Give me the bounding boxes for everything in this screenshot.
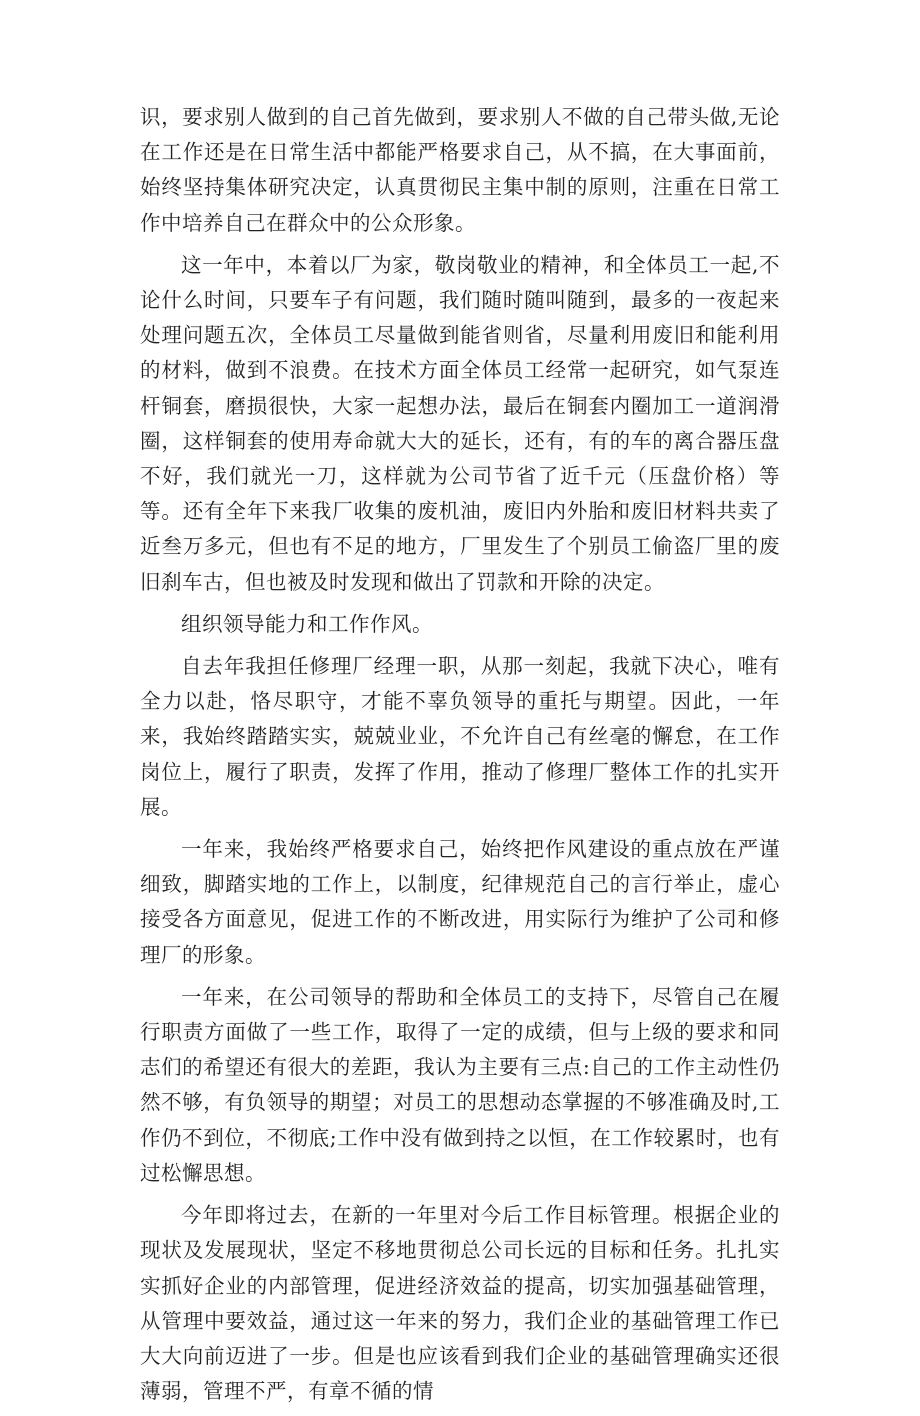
paragraph-continued: 识，要求别人做到的自己首先做到，要求别人不做的自己带头做,无论在工作还是在日常生活中都能严格要求自己，从不搞，在大事面前，始终坚持集体研究决定，认真贯彻民主集中制的原则，注重在日常工作中培养自己在群众中的公众形象。	[140, 105, 780, 235]
section-heading-leadership: 组织领导能力和工作作风。	[181, 611, 433, 636]
paragraph-manager-role: 自去年我担任修理厂经理一职，从那一刻起，我就下决心，唯有全力以赴，恪尽职守，才能不辜负领导的重托与期望。因此，一年来，我始终踏踏实实，兢兢业业，不允许自己有丝毫的懈怠，在工作岗位上，履行了职责，发挥了作用，推动了修理厂整体工作的扎实开展。	[140, 654, 780, 819]
paragraph-next-year: 今年即将过去，在新的一年里对今后工作目标管理。根据企业的现状及发展现状，坚定不移地贯彻总公司长远的目标和任务。扎扎实实抓好企业的内部管理，促进经济效益的提高，切实加强基础管理，从管理中要效益，通过这一年来的努力，我们企业的基础管理工作已大大向前迈进了一步。但是也应该看到我们企业的基础管理确实还很薄弱，管理不严，有章不循的情	[140, 1203, 780, 1404]
paragraph-shortcomings: 一年来，在公司领导的帮助和全体员工的支持下，尽管自己在履行职责方面做了一些工作，取得了一定的成绩，但与上级的要求和同志们的希望还有很大的差距，我认为主要有三点:自己的工作主动性仍然不够，有负领导的期望；对员工的思想动态掌握的不够准确及时,工作仍不到位，不彻底;工作中没有做到持之以恒，在工作较累时，也有过松懈思想。	[140, 984, 780, 1185]
document-body	[140, 100, 780, 1416]
paragraph-style: 一年来，我始终严格要求自己，始终把作风建设的重点放在严谨细致，脚踏实地的工作上，以制度，纪律规范自己的言行举止，虚心接受各方面意见，促进工作的不断改进，用实际行为维护了公司和修理厂的形象。	[140, 837, 780, 967]
paragraph-year-work: 这一年中，本着以厂为家，敬岗敬业的精神，和全体员工一起,不论什么时间，只要车子有问题，我们随时随叫随到，最多的一夜起来处理问题五次，全体员工尽量做到能省则省，尽量利用废旧和能利用的材料，做到不浪费。在技术方面全体员工经常一起研究，如气泵连杆铜套，磨损很快，大家一起想办法，最后在铜套内圈加工一道润滑圈，这样铜套的使用寿命就大大的延长，还有，有的车的离合器压盘不好，我们就光一刀，这样就为公司节省了近千元（压盘价格）等等。还有全年下来我厂收集的废机油，废旧内外胎和废旧材料共卖了近叁万多元，但也有不足的地方，厂里发生了个别员工偷盗厂里的废旧刹车古，但也被及时发现和做出了罚款和开除的决定。	[140, 252, 780, 594]
